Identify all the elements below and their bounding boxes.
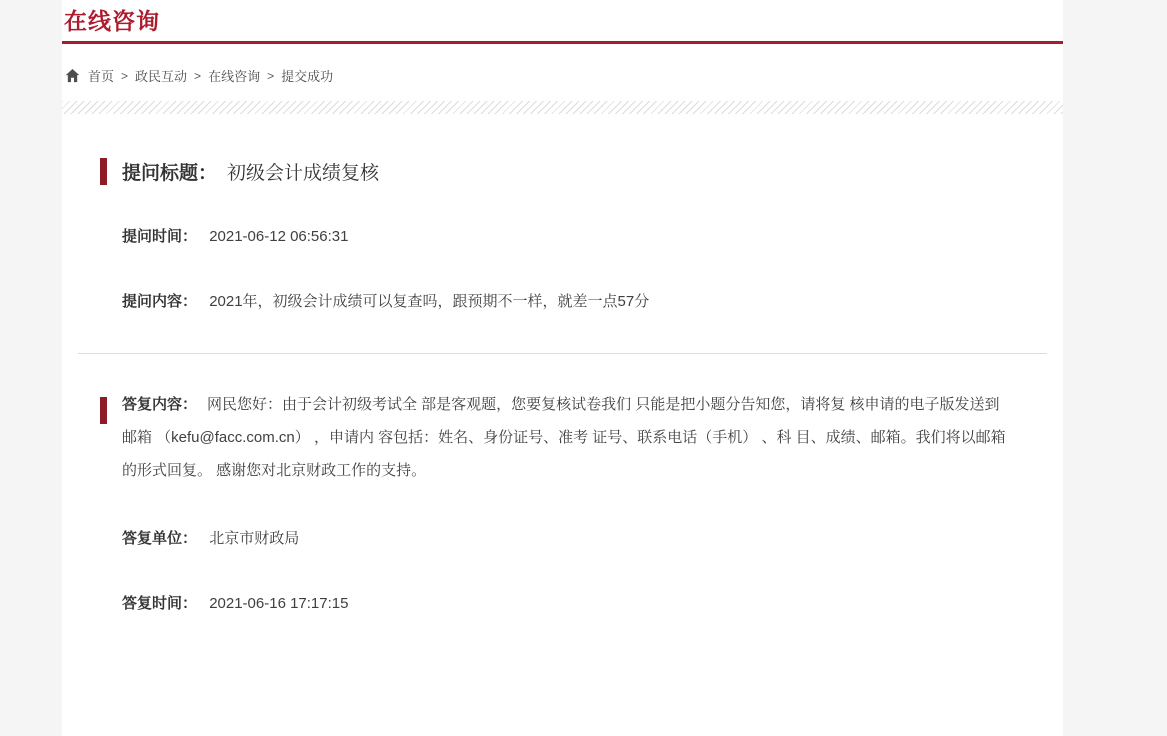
- question-content-value: 2021年，初级会计成绩可以复查吗，跟预期不一样，就差一点57分: [209, 293, 650, 310]
- answer-unit-row: [122, 530, 1063, 547]
- answer-content-value: 网民您好：由于会计初级考试全 部是客观题，您要复核试卷我们 只能是把小题分告知您，请将复 核申请的电子版发送到邮箱 （kefu@facc.com.cn） ，申请内 容包括：姓名、身份证号、准考 证号、联系电话（手机） 、科 目、成绩、邮箱。我们将以邮箱 的形式回复。 感谢您对北京财政工作的支持。: [122, 396, 1006, 479]
- question-time-value: 2021-06-12 06:56:31: [209, 228, 349, 245]
- breadcrumb-online-consult[interactable]: 在线咨询: [208, 69, 261, 84]
- content-panel: [62, 0, 1063, 736]
- breadcrumb-separator: >: [194, 68, 202, 83]
- section-divider: [78, 353, 1047, 354]
- breadcrumb-current-page: 提交成功: [281, 69, 334, 84]
- answer-unit-value: 北京市财政局: [209, 530, 300, 547]
- answer-content-row: [100, 394, 1063, 487]
- breadcrumb-interaction[interactable]: 政民互动: [135, 69, 188, 84]
- question-title-value: 初级会计成绩复核: [227, 163, 380, 184]
- question-title-label: 提问标题：: [122, 163, 218, 184]
- answer-content-paragraph: [122, 388, 1010, 487]
- page-title: 在线咨询: [64, 8, 160, 34]
- breadcrumb: [65, 66, 1063, 85]
- title-underline: [62, 41, 1063, 44]
- home-icon[interactable]: [65, 68, 80, 83]
- answer-content-label: 答复内容：: [122, 396, 198, 413]
- red-accent-bar: [100, 397, 107, 424]
- question-title-row: [100, 158, 1063, 185]
- question-time-row: [122, 228, 1063, 245]
- breadcrumb-home[interactable]: 首页: [88, 69, 115, 84]
- answer-time-label: 答复时间：: [122, 595, 198, 612]
- question-content-row: [122, 293, 1063, 310]
- answer-time-row: [122, 595, 1063, 612]
- question-content-label: 提问内容：: [122, 293, 198, 310]
- breadcrumb-separator: >: [121, 68, 129, 83]
- red-accent-bar: [100, 158, 107, 185]
- answer-unit-label: 答复单位：: [122, 530, 198, 547]
- hatched-divider: [62, 101, 1063, 114]
- question-time-label: 提问时间：: [122, 228, 198, 245]
- breadcrumb-separator: >: [267, 68, 275, 83]
- answer-time-value: 2021-06-16 17:17:15: [209, 595, 349, 612]
